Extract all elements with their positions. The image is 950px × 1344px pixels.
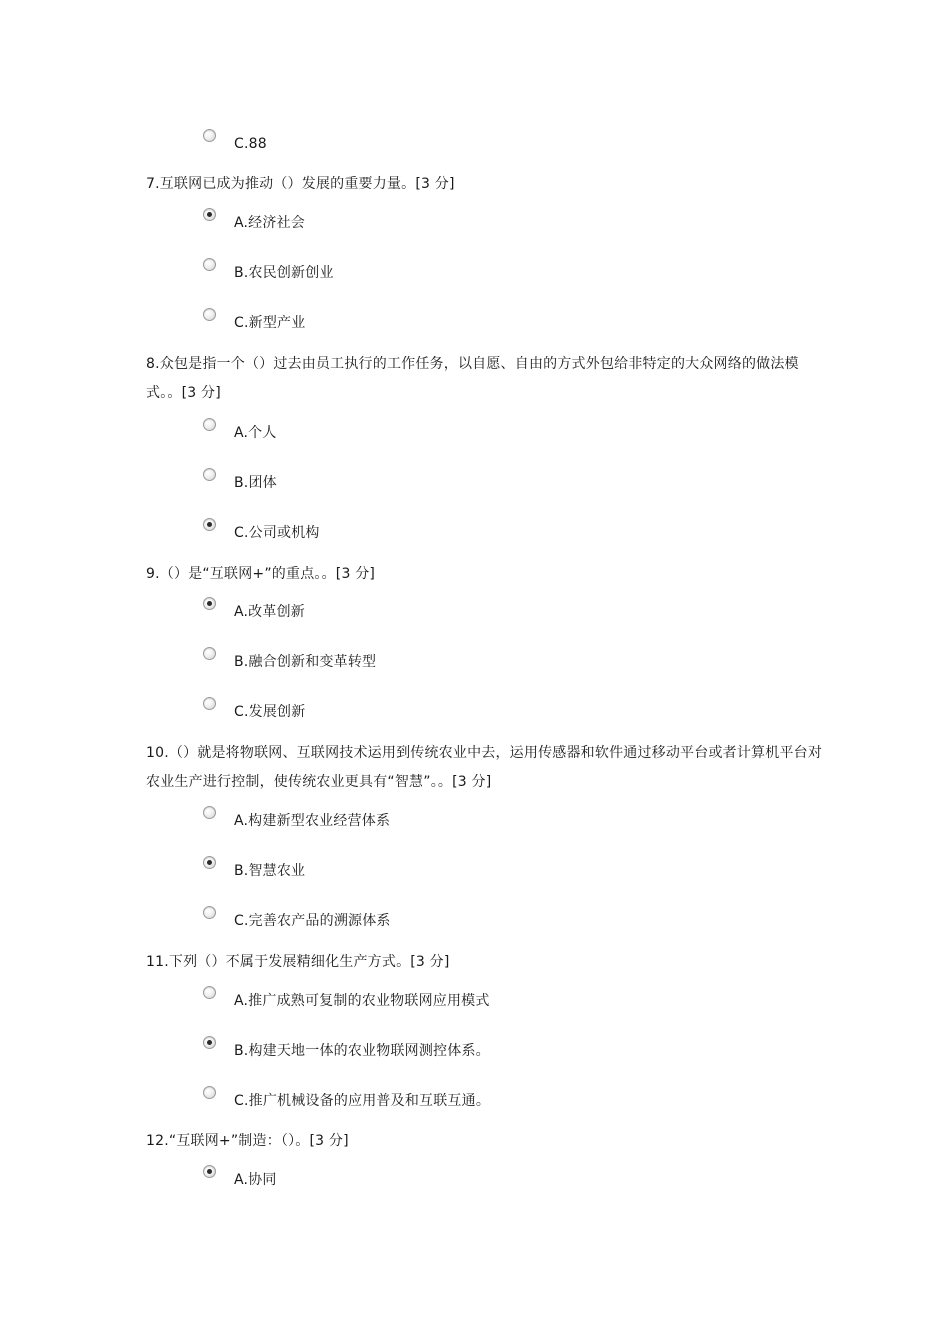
question-10-text: 10.（）就是将物联网、互联网技术运用到传统农业中去，运用传感器和软件通过移动平台或者计算机平台对农业生产进行控制，使传统农业更具有“智慧”。。[3 分] bbox=[146, 745, 823, 790]
option-label: B.团体 bbox=[234, 475, 277, 491]
radio-checked-icon[interactable] bbox=[203, 1165, 216, 1178]
option-label: A.改革创新 bbox=[234, 604, 305, 620]
radio-checked-icon[interactable] bbox=[203, 1036, 216, 1049]
option-label: C.完善农产品的溯源体系 bbox=[234, 913, 391, 929]
question-7-text: 7.互联网已成为推动（）发展的重要力量。[3 分] bbox=[146, 176, 455, 192]
option-label: B.智慧农业 bbox=[234, 863, 306, 879]
option-label: C.发展创新 bbox=[234, 704, 306, 720]
radio-unchecked-icon[interactable] bbox=[203, 906, 216, 919]
radio-unchecked-icon[interactable] bbox=[203, 258, 216, 271]
radio-unchecked-icon[interactable] bbox=[203, 697, 216, 710]
option-label: A.个人 bbox=[234, 425, 277, 441]
option-label: A.经济社会 bbox=[234, 215, 305, 231]
radio-unchecked-icon[interactable] bbox=[203, 647, 216, 660]
radio-unchecked-icon[interactable] bbox=[203, 308, 216, 321]
radio-checked-icon[interactable] bbox=[203, 856, 216, 869]
option-label: B.融合创新和变革转型 bbox=[234, 654, 377, 670]
radio-checked-icon[interactable] bbox=[203, 208, 216, 221]
option-label: B.农民创新创业 bbox=[234, 265, 334, 281]
radio-checked-icon[interactable] bbox=[203, 518, 216, 531]
question-12-text: 12.“互联网+”制造：（）。[3 分] bbox=[146, 1133, 349, 1149]
option-label: C.88 bbox=[234, 136, 267, 152]
question-11-text: 11.下列（）不属于发展精细化生产方式。[3 分] bbox=[146, 954, 450, 970]
radio-unchecked-icon[interactable] bbox=[203, 418, 216, 431]
option-label: A.构建新型农业经营体系 bbox=[234, 813, 391, 829]
radio-unchecked-icon[interactable] bbox=[203, 468, 216, 481]
option-label: C.公司或机构 bbox=[234, 525, 320, 541]
option-label: B.构建天地一体的农业物联网测控体系。 bbox=[234, 1043, 490, 1059]
radio-unchecked-icon[interactable] bbox=[203, 806, 216, 819]
option-label: A.协同 bbox=[234, 1172, 277, 1188]
radio-unchecked-icon[interactable] bbox=[203, 986, 216, 999]
radio-checked-icon[interactable] bbox=[203, 597, 216, 610]
question-8-text: 8.众包是指一个（）过去由员工执行的工作任务，以自愿、自由的方式外包给非特定的大众网络的做法模式。。[3 分] bbox=[146, 356, 799, 401]
radio-unchecked-icon[interactable] bbox=[203, 1086, 216, 1099]
option-label: C.新型产业 bbox=[234, 315, 306, 331]
option-label: A.推广成熟可复制的农业物联网应用模式 bbox=[234, 993, 490, 1009]
question-9-text: 9.（）是“互联网+”的重点。。[3 分] bbox=[146, 566, 376, 582]
option-label: C.推广机械设备的应用普及和互联互通。 bbox=[234, 1093, 491, 1109]
radio-unchecked-icon[interactable] bbox=[203, 129, 216, 142]
